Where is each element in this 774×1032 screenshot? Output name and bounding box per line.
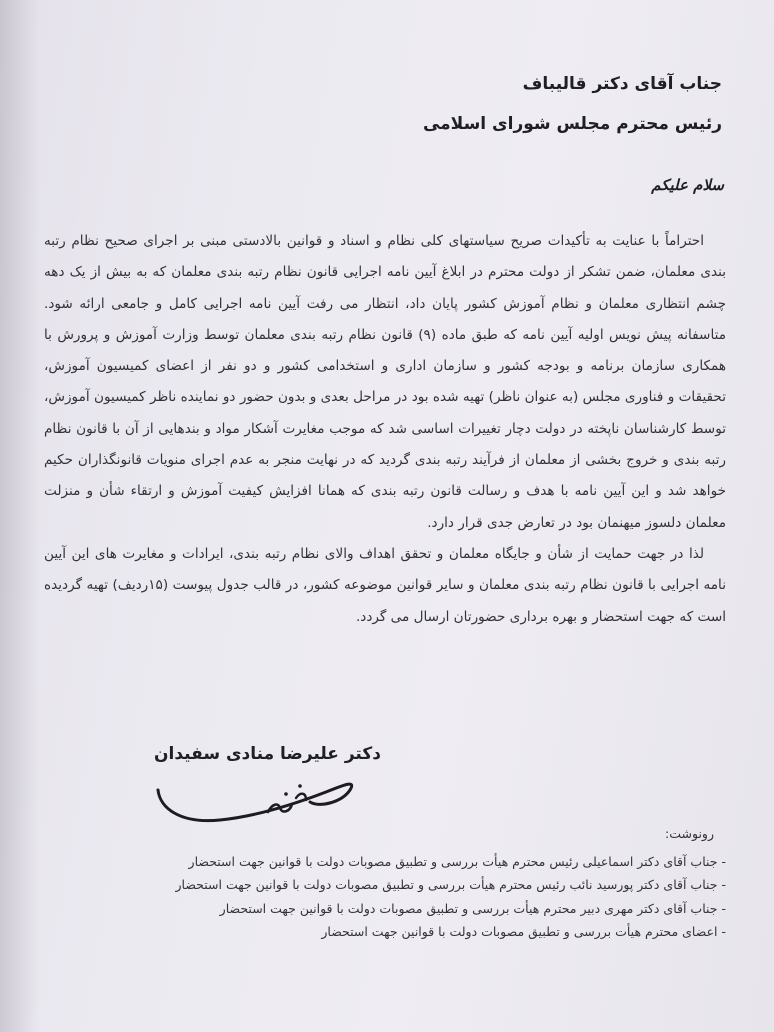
greeting: سلام علیکم [651, 176, 724, 194]
cc-item: - اعضای محترم هیأت بررسی و تطبیق مصوبات دولت با قوانین جهت استحضار [321, 924, 726, 940]
cc-title: رونوشت: [665, 826, 714, 841]
body-paragraph-1: احتراماً با عنایت به تأکیدات صریح سیاستهای کلی نظام و اسناد و قوانین بالادستی مبنی بر اجرای صحیح نظام رتبه بندی معلمان، ضمن تشکر از دولت محترم در ابلاغ آیین نامه اجرایی قانون نظام رتبه بندی معلمان که به بیش از یک دهه چشم انتظاری معلمان و نظام آموزش کشور پایان داد، انتظار می رفت آیین نامه اجرایی کامل و جامعی ارائه شود. متاسفانه پیش نویس اولیه آیین نامه که طبق ماده (۹) قانون نظام رتبه بندی معلمان توسط وزارت آموزش و پرورش با همکاری سازمان برنامه و بودجه کشور و سازمان اداری و استخدامی کشور و دو نفر از اعضای کمیسیون آموزش، تحقیقات و فناوری مجلس (به عنوان ناظر) تهیه شده بود در مراحل بعدی و بدون حضور دو نماینده ناظر کمیسیون آموزش، توسط کارشناسان ناپخته در دولت دچار تغییرات اساسی شد که موجب مغایرت آشکار مواد و بندهایی از آن با قانون نظام رتبه بندی و خروج بخشی از معلمان از فرآیند رتبه بندی گردید که در نهایت منجر به عدم اجرای منویات قانونگذاران حکیم خواهد شد و این آیین نامه با هدف و رسالت قانون رتبه بندی که همانا افزایش کیفیت آموزش و ارتقاء شأن و منزلت معلمان دلسوز میهنمان بود در تعارض جدی قرار دارد. [44, 233, 726, 531]
letter-body [44, 226, 726, 633]
cc-item: - جناب آقای دکتر مهری دبیر محترم هیأت بررسی و تطبیق مصوبات دولت با قوانین جهت استحضار [219, 900, 726, 916]
addressee-name: جناب آقای دکتر قالیباف [522, 74, 722, 94]
cc-item: - جناب آقای دکتر پورسید نائب رئیس محترم هیأت بررسی و تطبیق مصوبات دولت با قوانین جهت استحضار [175, 877, 726, 893]
addressee-title: رئیس محترم مجلس شورای اسلامی [422, 114, 722, 134]
body-paragraph-2: لذا در جهت حمایت از شأن و جایگاه معلمان و تحقق اهداف والای نظام رتبه بندی، ایرادات و مغایرت های این آیین نامه اجرایی با قانون نظام رتبه بندی معلمان و سایر قوانین موضوعه کشور، در قالب جدول پیوست (۱۵ردیف) تهیه گردیده است که جهت استحضار و بهره برداری حضورتان ارسال می گردد. [44, 545, 726, 625]
signer-name: دکتر علیرضا منادی سفیدان [154, 744, 381, 764]
cc-item: - جناب آقای دکتر اسماعیلی رئیس محترم هیأت بررسی و تطبیق مصوبات دولت با قوانین جهت استحضار [188, 854, 726, 869]
signature-icon [150, 768, 370, 832]
cc-list [86, 850, 726, 944]
page-shadow [0, 0, 40, 1032]
